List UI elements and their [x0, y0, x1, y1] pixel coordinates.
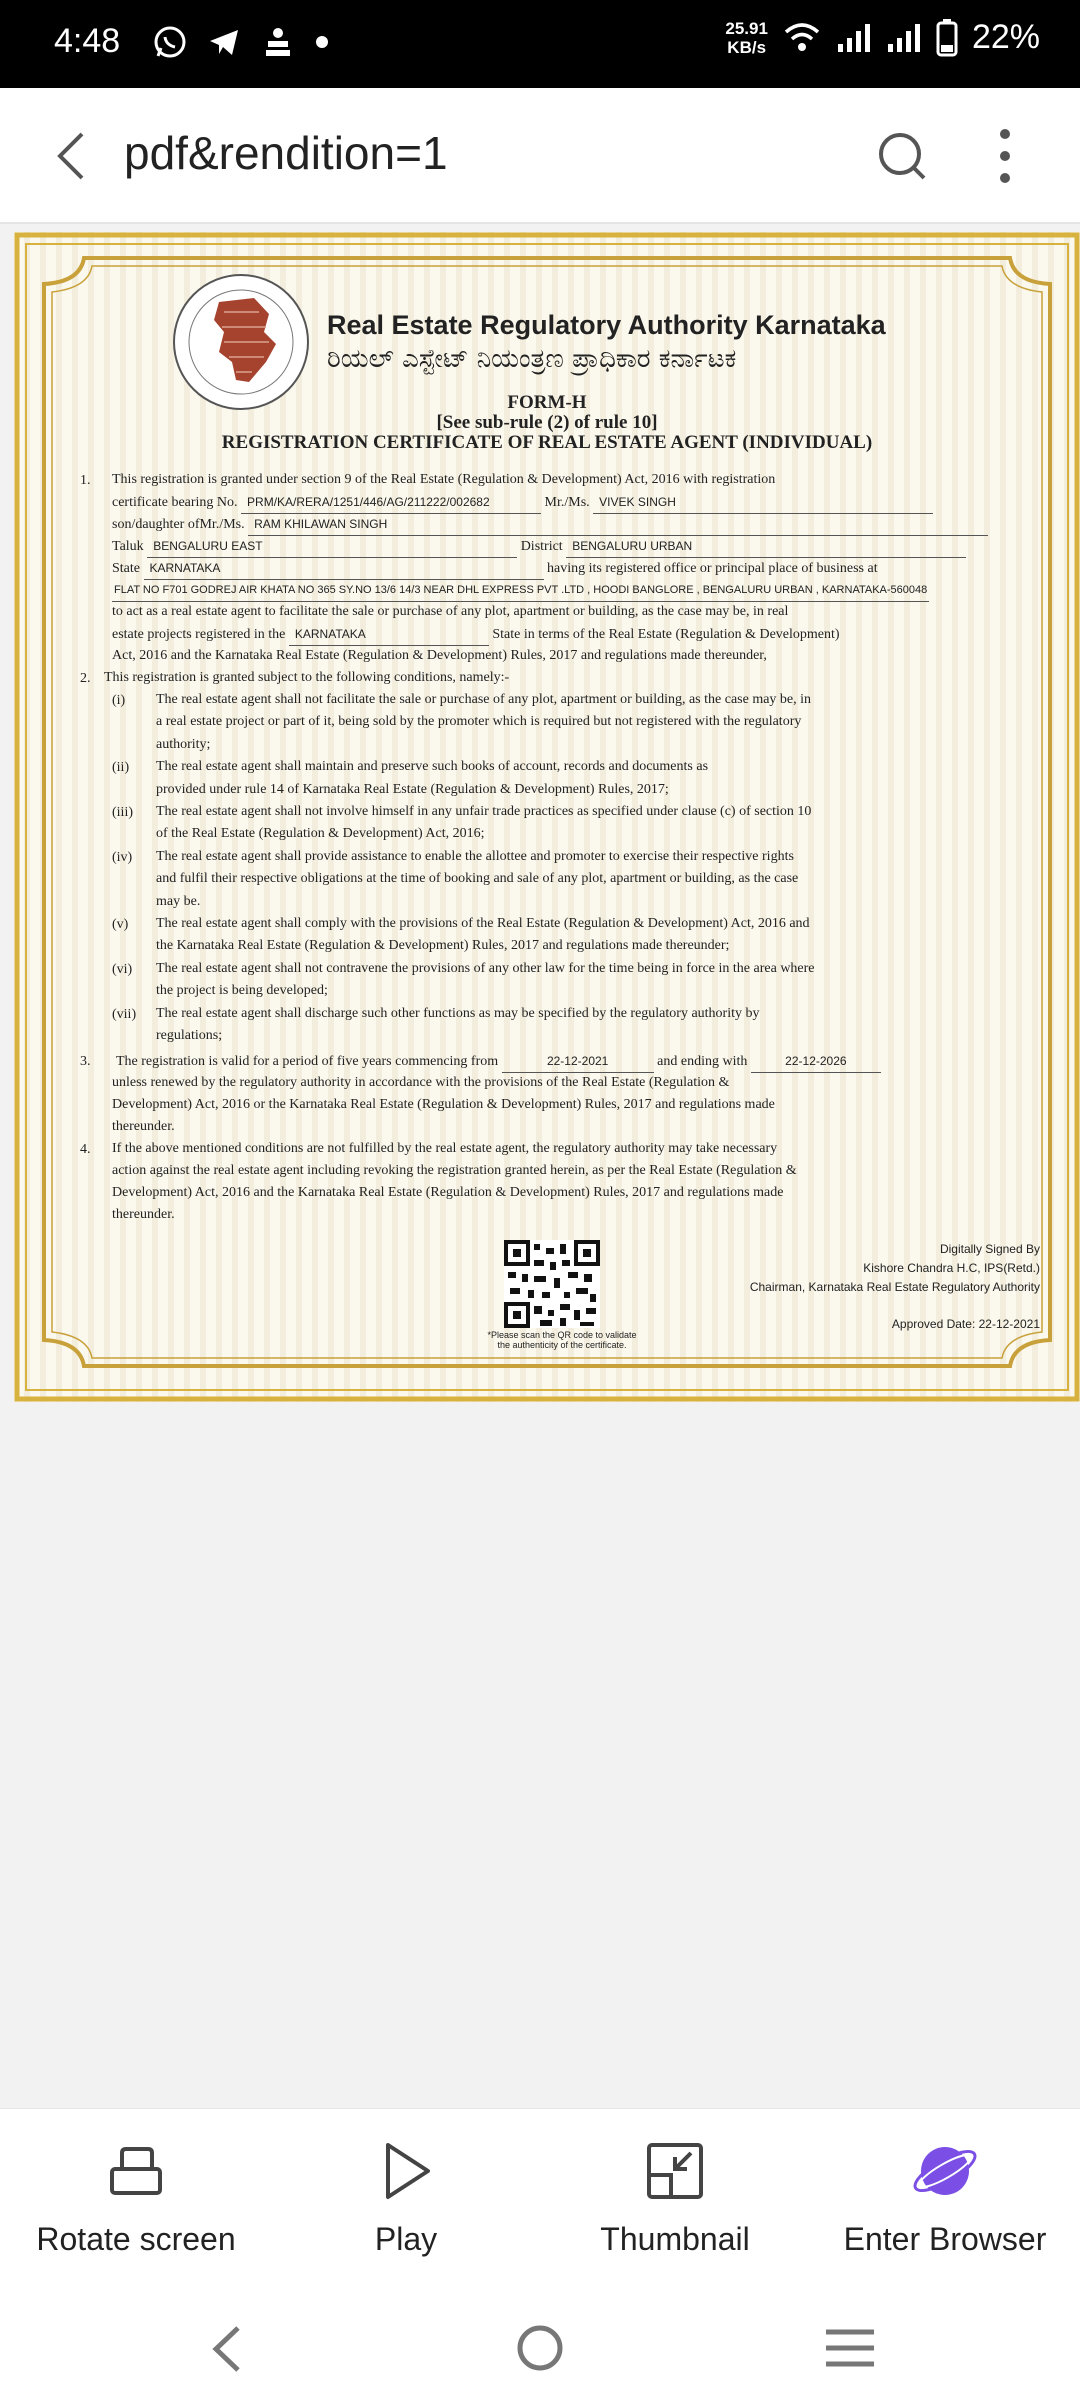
para-number: 2. — [80, 671, 91, 686]
sub-rule: [See sub-rule (2) of rule 10] — [436, 412, 658, 433]
condition-line: The real estate agent shall not facilitate the sale or purchase of any plot, apartment or building, as the case may be, in — [156, 692, 812, 707]
condition-line: The real estate agent shall maintain and preserve such books of account, records and documents as — [156, 759, 709, 775]
condition-number: (vi) — [112, 961, 133, 977]
state-value: KARNATAKA — [144, 557, 544, 580]
dot-icon — [314, 34, 330, 50]
condition-line: the Karnataka Real Estate (Regulation & Development) Rules, 2017 and regulations made thereunder; — [156, 938, 730, 954]
para1-line5: State KARNATAKA having its registered office or principal place of business at — [112, 557, 878, 580]
condition-number: (ii) — [112, 760, 130, 776]
approved-date: Approved Date: 22-12-2021 — [891, 1317, 1040, 1331]
qr-note: *Please scan the QR code to validate the authenticity of the certificate. — [487, 1330, 637, 1350]
taluk-value: BENGALURU EAST — [147, 535, 517, 558]
condition-line: a real estate project or part of it, being sold by the promoter which is required but not registered with the regulatory — [156, 714, 802, 730]
condition-number: (vii) — [112, 1006, 137, 1022]
authority-name-kn: ರಿಯಲ್ ಎಸ್ಟೇಟ್ ನಿಯಂತ್ರಣ ಪ್ರಾಧಿಕಾರ ಕರ್ನಾಟಕ — [327, 344, 737, 374]
pdf-page[interactable] — [14, 232, 1080, 1402]
certificate-text — [14, 232, 1080, 1402]
signed-by-label: Digitally Signed By — [939, 1242, 1040, 1256]
nav-back-icon[interactable] — [206, 2324, 250, 2374]
condition-number: (iv) — [112, 849, 133, 865]
para3-line2: unless renewed by the regulatory authority in accordance with the provisions of the Real Estate (Regulation & — [112, 1075, 730, 1090]
para1-address-line — [112, 579, 929, 602]
para-number: 1. — [80, 473, 91, 488]
para1-line3: son/daughter ofMr./Ms. RAM KHILAWAN SINGH — [112, 513, 988, 536]
para1-line7: estate projects registered in the KARNATAKA State in terms of the Real Estate (Regulation & Development) — [112, 623, 840, 646]
condition-number: (iii) — [112, 805, 133, 820]
business-address: FLAT NO F701 GODREJ AIR KHATA NO 365 SY.NO 13/6 14/3 NEAR DHL EXPRESS PVT .LTD , HOODI BANGLORE , BENGALURU URBAN , KARNATAKA-560048 — [112, 579, 929, 602]
para1-line1: This registration is granted under section 9 of the Real Estate (Regulation & Development) Act, 2016 with registration — [112, 472, 776, 487]
certificate-title: REGISTRATION CERTIFICATE OF REAL ESTATE AGENT (INDIVIDUAL) — [221, 432, 873, 453]
network-speed: 25.91 KB/s — [725, 18, 768, 57]
para-number: 3. — [80, 1054, 91, 1069]
signer-title: Chairman, Karnataka Real Estate Regulatory Authority — [749, 1280, 1040, 1294]
condition-line: The real estate agent shall provide assistance to enable the allottee and promoter to exercise their respective rights — [156, 848, 794, 864]
para4-line2: action against the real estate agent including revoking the registration granted herein, as per the Real Estate (Regulation & — [112, 1163, 797, 1178]
para1-line8: Act, 2016 and the Karnataka Real Estate (Regulation & Development) Rules, 2017 and regulations made thereunder, — [112, 648, 767, 663]
para2-intro: This registration is granted subject to the following conditions, namely:- — [104, 670, 510, 685]
condition-line: The real estate agent shall not contravene the provisions of any other law for the time being in force in the area where — [156, 960, 815, 976]
nav-home-icon[interactable] — [516, 2324, 564, 2372]
battery-percent: 22% — [971, 18, 1040, 56]
back-arrow-icon[interactable] — [44, 126, 104, 186]
battery-icon — [936, 19, 958, 57]
para3-line3: Development) Act, 2016 or the Karnataka Real Estate (Regulation & Development) Rules, 2017 and regulations made — [112, 1097, 775, 1112]
parent-name: RAM KHILAWAN SINGH — [248, 513, 988, 536]
para3-line1: The registration is valid for a period of five years commencing from 22-12-2021 and ending with 22-12-2026 — [116, 1050, 881, 1073]
telegram-icon — [206, 24, 242, 60]
condition-line: the project is being developed; — [156, 983, 328, 999]
signal-icon-sim2 — [886, 20, 922, 56]
news-app-icon — [260, 24, 296, 60]
district-value: BENGALURU URBAN — [566, 535, 966, 558]
para4-line1: If the above mentioned conditions are not fulfilled by the real estate agent, the regulatory authority may take necessary — [112, 1141, 778, 1156]
para4-line4: thereunder. — [112, 1207, 175, 1222]
planet-browser-icon — [913, 2139, 977, 2203]
whatsapp-icon — [152, 24, 188, 60]
signer-name: Kishore Chandra H.C, IPS(Retd.) — [863, 1261, 1040, 1275]
thumbnail-button[interactable]: Thumbnail — [545, 2139, 805, 2258]
search-icon[interactable] — [872, 126, 932, 186]
condition-line: The real estate agent shall not involve himself in any unfair trade practices as specified under clause (c) of section 10 — [156, 804, 812, 819]
signal-icon-sim1 — [836, 20, 872, 56]
play-icon — [374, 2139, 438, 2203]
para1-line4: Taluk BENGALURU EAST District BENGALURU URBAN — [112, 535, 966, 558]
rotate-screen-icon — [104, 2139, 168, 2203]
status-indicators — [725, 18, 1040, 57]
rotate-screen-button[interactable]: Rotate screen — [6, 2139, 266, 2258]
condition-line: The real estate agent shall discharge such other functions as may be specified by the regulatory authority by — [156, 1005, 760, 1021]
agent-name: VIVEK SINGH — [593, 491, 933, 514]
status-time: 4:48 — [54, 22, 121, 60]
play-button[interactable]: Play — [276, 2139, 536, 2258]
valid-to-date: 22-12-2026 — [751, 1050, 881, 1073]
condition-number: (v) — [112, 917, 129, 932]
notification-icons — [152, 24, 330, 60]
form-title: FORM-H — [507, 392, 587, 413]
system-nav-bar — [0, 2294, 1080, 2400]
valid-from-date: 22-12-2021 — [502, 1050, 654, 1073]
app-bar — [0, 88, 1080, 224]
page-title: pdf&rendition=1 — [124, 127, 448, 179]
para3-line4: thereunder. — [112, 1119, 175, 1134]
condition-line: provided under rule 14 of Karnataka Real Estate (Regulation & Development) Rules, 2017; — [156, 781, 669, 797]
status-bar — [0, 0, 1080, 88]
condition-line: may be. — [156, 893, 201, 909]
condition-number: (i) — [112, 693, 126, 708]
signature-block — [750, 1240, 1040, 1297]
condition-line: The real estate agent shall comply with the provisions of the Real Estate (Regulation & Development) Act, 2016 and — [156, 916, 810, 931]
para1-line2: certificate bearing No. PRM/KA/RERA/1251/446/AG/211222/002682 Mr./Ms. VIVEK SINGH — [112, 491, 933, 514]
para4-line3: Development) Act, 2016 and the Karnataka Real Estate (Regulation & Development) Rules, 2017 and regulations made — [112, 1185, 784, 1200]
condition-line: and fulfil their respective obligations at the time of booking and sale of any plot, apartment or building, as the case — [156, 871, 799, 887]
para-number: 4. — [80, 1142, 91, 1157]
bottom-toolbar — [0, 2108, 1080, 2294]
condition-line: regulations; — [156, 1028, 223, 1043]
enter-browser-button[interactable]: Enter Browser — [815, 2139, 1075, 2258]
projects-state: KARNATAKA — [289, 623, 489, 646]
thumbnail-icon — [643, 2139, 707, 2203]
authority-name-en: Real Estate Regulatory Authority Karnataka — [327, 310, 886, 340]
condition-line: authority; — [156, 736, 211, 752]
wifi-icon — [782, 20, 822, 56]
registration-number: PRM/KA/RERA/1251/446/AG/211222/002682 — [241, 491, 541, 514]
more-options-icon[interactable] — [978, 124, 1032, 188]
nav-menu-icon[interactable] — [824, 2328, 876, 2368]
condition-line: of the Real Estate (Regulation & Development) Act, 2016; — [156, 826, 485, 842]
para1-line6: to act as a real estate agent to facilitate the sale or purchase of any plot, apartment or building, as the case may be, in real — [112, 604, 789, 619]
